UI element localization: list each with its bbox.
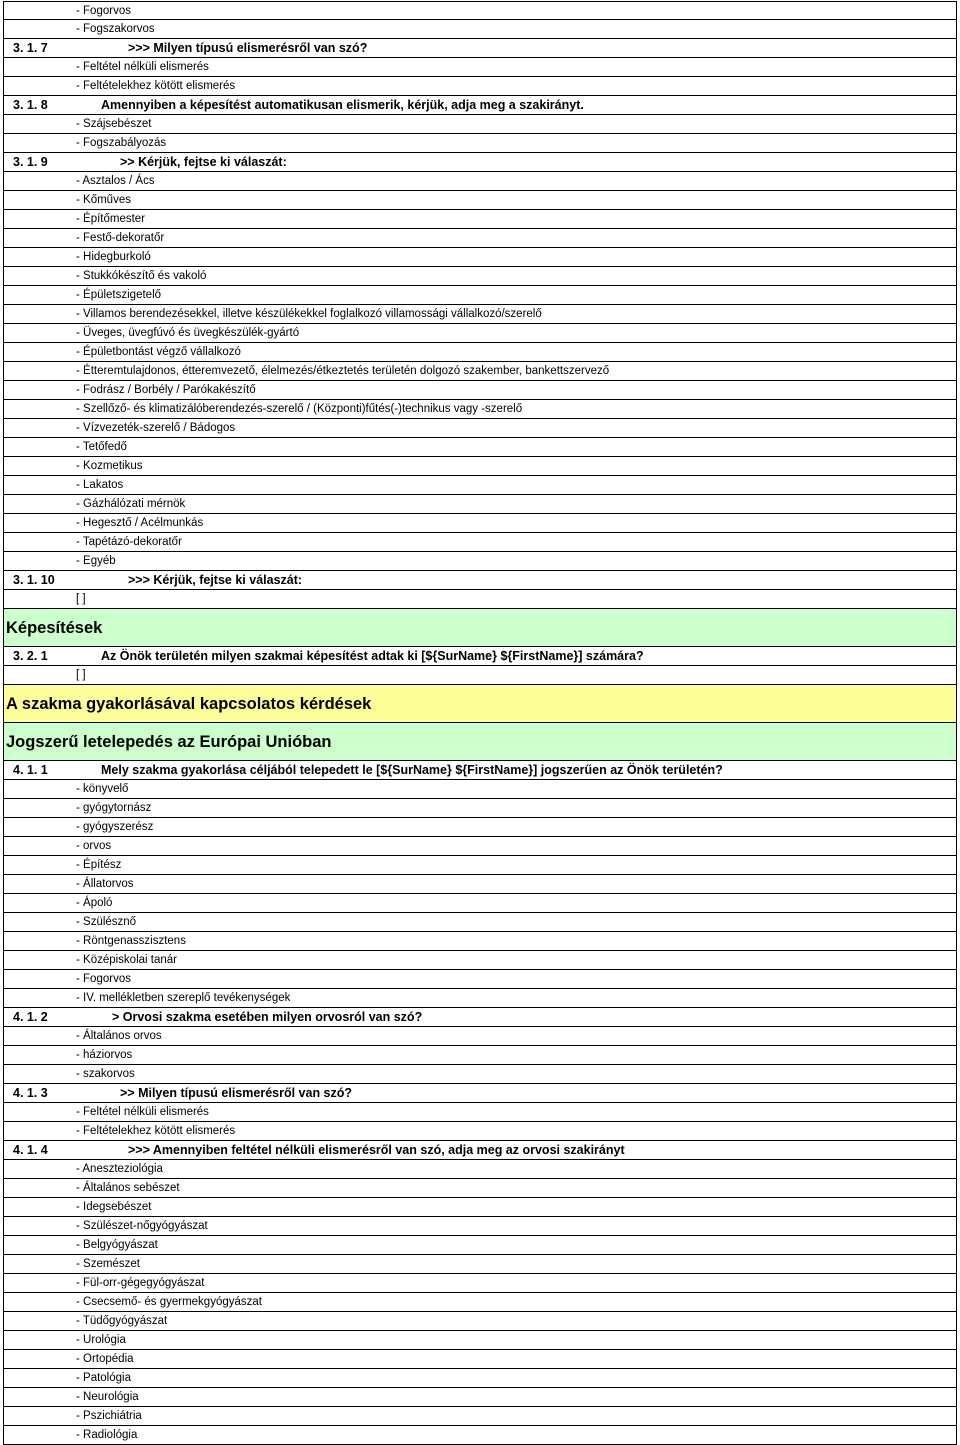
question-text: >>> Kérjük, fejtse ki válaszát: <box>128 573 303 587</box>
answer-option: - Üveges, üvegfúvó és üvegkészülék-gyártó <box>4 324 956 343</box>
answer-option: - Idegsebészet <box>4 1198 956 1217</box>
answer-option: - Hegesztő / Acélmunkás <box>4 514 956 533</box>
answer-option: - Építész <box>4 856 956 875</box>
answer-option: - Szülésznő <box>4 913 956 932</box>
answer-option: - Szemészet <box>4 1255 956 1274</box>
question-row <box>4 1141 956 1160</box>
answer-option: - Radiológia <box>4 1426 956 1445</box>
answer-option: - Festő-dekoratőr <box>4 229 956 248</box>
question-row <box>4 39 956 58</box>
question-number: 4. 1. 3 <box>13 1086 48 1100</box>
answer-option: - Fogorvos <box>4 970 956 989</box>
question-row <box>4 647 956 666</box>
answer-option: - Urológia <box>4 1331 956 1350</box>
answer-option: - Feltétel nélküli elismerés <box>4 58 956 77</box>
answer-option: - Állatorvos <box>4 875 956 894</box>
question-text: >>> Amennyiben feltétel nélküli elismerésről van szó, adja meg az orvosi szakirányt <box>128 1143 625 1157</box>
question-row <box>4 1008 956 1027</box>
answer-option: - Feltétel nélküli elismerés <box>4 1103 956 1122</box>
answer-option: - Stukkókészítő és vakoló <box>4 267 956 286</box>
question-text: >>> Milyen típusú elismerésről van szó? <box>128 41 368 55</box>
answer-option: - Szülészet-nőgyógyászat <box>4 1217 956 1236</box>
answer-option: - Egyéb <box>4 552 956 571</box>
question-number: 3. 1. 8 <box>13 98 48 112</box>
answer-option: - Villamos berendezésekkel, illetve készülékekkel foglalkozó villamossági vállalkozó/szerelő <box>4 305 956 324</box>
question-text: > Orvosi szakma esetében milyen orvosról van szó? <box>112 1010 423 1024</box>
question-number: 4. 1. 4 <box>13 1143 48 1157</box>
answer-placeholder: [ ] <box>4 590 956 609</box>
answer-option: - Fogorvos <box>4 1 956 20</box>
answer-option: - Patológia <box>4 1369 956 1388</box>
answer-option: - Fül-orr-gégegyógyászat <box>4 1274 956 1293</box>
question-text: >> Milyen típusú elismerésről van szó? <box>120 1086 353 1100</box>
answer-option: - Szájsebészet <box>4 115 956 134</box>
question-row <box>4 761 956 780</box>
section-heading: Képesítések <box>4 609 956 647</box>
question-text: Amennyiben a képesítést automatikusan elismerik, kérjük, adja meg a szakirányt. <box>101 98 584 112</box>
question-number: 3. 1. 9 <box>13 155 48 169</box>
answer-option: - orvos <box>4 837 956 856</box>
answer-option: - Fogszabályozás <box>4 134 956 153</box>
answer-option: - Ápoló <box>4 894 956 913</box>
answer-option: - Középiskolai tanár <box>4 951 956 970</box>
answer-option: - Csecsemő- és gyermekgyógyászat <box>4 1293 956 1312</box>
question-row <box>4 1084 956 1103</box>
question-number: 3. 2. 1 <box>13 649 48 663</box>
answer-option: - Étteremtulajdonos, étteremvezető, élelmezés/étkeztetés területén dolgozó szakember, bankettszervező <box>4 362 956 381</box>
question-row <box>4 153 956 172</box>
answer-option: - Vízvezeték-szerelő / Bádogos <box>4 419 956 438</box>
question-text: >> Kérjük, fejtse ki válaszát: <box>120 155 287 169</box>
answer-option: - Gázhálózati mérnök <box>4 495 956 514</box>
answer-option: - Neurológia <box>4 1388 956 1407</box>
answer-option: - Tüdőgyógyászat <box>4 1312 956 1331</box>
question-text: Az Önök területén milyen szakmai képesítést adtak ki [${SurName} ${FirstName}] számára? <box>101 649 644 663</box>
answer-option: - Szellőző- és klimatizálóberendezés-szerelő / (Központi)fűtés(-)technikus vagy -szerelő <box>4 400 956 419</box>
answer-option: - Aneszteziológia <box>4 1160 956 1179</box>
question-number: 3. 1. 7 <box>13 41 48 55</box>
question-number: 3. 1. 10 <box>13 573 55 587</box>
answer-option: - szakorvos <box>4 1065 956 1084</box>
answer-option: - Épületszigetelő <box>4 286 956 305</box>
answer-option: - Asztalos / Ács <box>4 172 956 191</box>
answer-option: - Építőmester <box>4 210 956 229</box>
answer-option: - Lakatos <box>4 476 956 495</box>
answer-option: - IV. mellékletben szereplő tevékenységek <box>4 989 956 1008</box>
question-number: 4. 1. 2 <box>13 1010 48 1024</box>
question-row <box>4 571 956 590</box>
question-row <box>4 96 956 115</box>
answer-option: - Kozmetikus <box>4 457 956 476</box>
answer-option: - Belgyógyászat <box>4 1236 956 1255</box>
question-number: 4. 1. 1 <box>13 763 48 777</box>
answer-option: - Feltételekhez kötött elismerés <box>4 77 956 96</box>
answer-option: - Ortopédia <box>4 1350 956 1369</box>
answer-option: - Általános orvos <box>4 1027 956 1046</box>
answer-placeholder: [ ] <box>4 666 956 685</box>
answer-option: - gyógytornász <box>4 799 956 818</box>
answer-option: - Röntgenasszisztens <box>4 932 956 951</box>
answer-option: - Fodrász / Borbély / Parókakészítő <box>4 381 956 400</box>
answer-option: - Épületbontást végző vállalkozó <box>4 343 956 362</box>
answer-option: - Fogszakorvos <box>4 20 956 39</box>
questionnaire-document <box>3 1 957 1445</box>
answer-option: - Kőműves <box>4 191 956 210</box>
section-heading: Jogszerű letelepedés az Európai Unióban <box>4 723 956 761</box>
answer-option: - Pszichiátria <box>4 1407 956 1426</box>
answer-option: - Feltételekhez kötött elismerés <box>4 1122 956 1141</box>
answer-option: - Tetőfedő <box>4 438 956 457</box>
answer-option: - könyvelő <box>4 780 956 799</box>
answer-option: - háziorvos <box>4 1046 956 1065</box>
question-text: Mely szakma gyakorlása céljából telepedett le [${SurName} ${FirstName}] jogszerűen az Önök területén? <box>101 763 723 777</box>
answer-option: - Általános sebészet <box>4 1179 956 1198</box>
answer-option: - Hidegburkoló <box>4 248 956 267</box>
answer-option: - gyógyszerész <box>4 818 956 837</box>
answer-option: - Tapétázó-dekoratőr <box>4 533 956 552</box>
section-heading: A szakma gyakorlásával kapcsolatos kérdések <box>4 685 956 723</box>
